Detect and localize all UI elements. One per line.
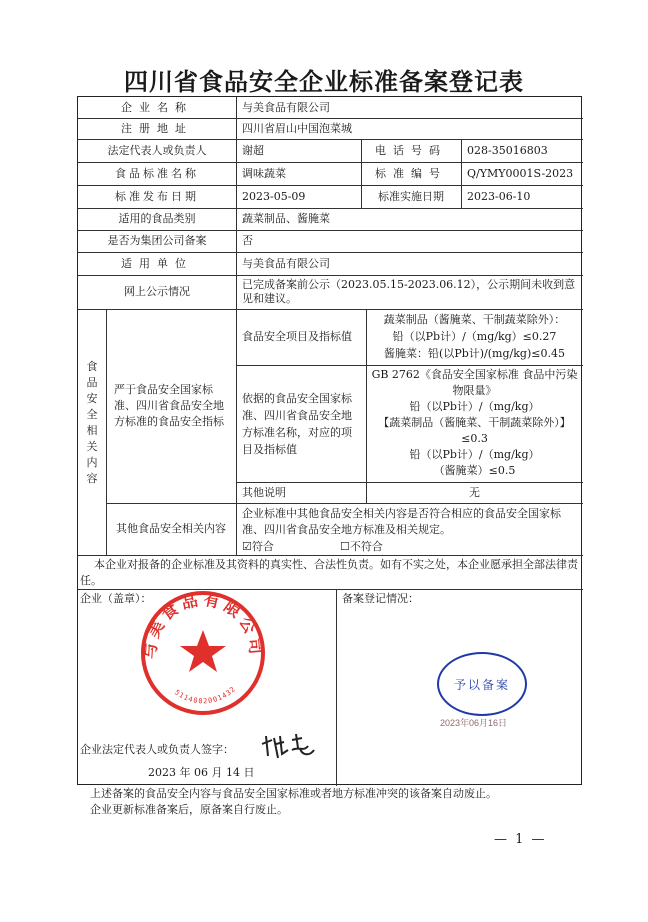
effective-date-label: 标准实施日期 <box>378 189 444 203</box>
approval-stamp <box>437 652 527 716</box>
item-value-2: 铅（以Pb计）/（mg/kg）≤0.27 <box>392 330 557 343</box>
declaration-text: 本企业对报备的企业标准及其资料的真实性、合法性负责。如有不实之处，本企业愿承担全部法律责任。 <box>80 558 578 587</box>
other-content-text: 企业标准中其他食品安全相关内容是否符合相应的食品安全国家标准、四川省食品安全地方标准及相关规定。 <box>242 507 561 536</box>
enterprise-date: 2023 年 06 月 14 日 <box>148 766 255 779</box>
other-content-label: 其他食品安全相关内容 <box>116 522 226 535</box>
other-note-label: 其他说明 <box>242 485 286 499</box>
basis-value-2: 铅（以Pb计）/（mg/kg） <box>409 400 540 413</box>
seal-number: 5114002001432 <box>173 684 238 706</box>
applicable-unit-label: 适用单位 <box>121 256 193 270</box>
basis-value-3: 【蔬菜制品（酱腌菜、干制蔬菜除外）】≤0.3 <box>378 416 571 445</box>
item-label: 食品安全项目及指标值 <box>242 330 352 343</box>
signer-label: 企业法定代表人或负责人签字： <box>80 743 234 756</box>
phone-label: 电话号码 <box>375 143 447 157</box>
address-value: 四川省眉山中国泡菜城 <box>242 121 352 135</box>
option-not-conform[interactable]: ☐不符合 <box>340 540 383 553</box>
legal-rep-label: 法定代表人或负责人 <box>107 143 207 157</box>
standard-no-label: 标准编号 <box>375 166 447 180</box>
company-name-value: 与美食品有限公司 <box>242 100 330 114</box>
footnote-1: 上述备案的食品安全内容与食品安全国家标准或者地方标准冲突的该备案自动废止。 <box>90 787 497 800</box>
enterprise-seal-label: 企业（盖章）： <box>80 592 152 605</box>
standard-name-value: 调味蔬菜 <box>242 166 286 180</box>
other-note-value: 无 <box>469 485 480 499</box>
online-notice-label: 网上公示情况 <box>124 285 190 298</box>
approval-stamp-date: 2023年06月16日 <box>440 718 508 728</box>
standard-no-value: Q/YMY0001S-2023 <box>467 166 574 180</box>
safety-side-label: 食品安全相关内容 <box>86 360 98 485</box>
basis-value-5: （酱腌菜）≤0.5 <box>433 464 516 477</box>
applicable-unit-value: 与美食品有限公司 <box>242 256 330 270</box>
food-category-label: 适用的食品类别 <box>118 212 196 225</box>
address-label: 注册地址 <box>121 121 193 135</box>
effective-date-value: 2023-06-10 <box>467 189 531 203</box>
legal-rep-value: 谢超 <box>242 143 264 157</box>
item-value-1: 蔬菜制品（酱腌菜、干制蔬菜除外）： <box>383 313 566 326</box>
strict-standard-label: 严于食品安全国家标准、四川省食品安全地方标准的食品安全指标 <box>114 383 224 428</box>
footnote-2: 企业更新标准备案后，原备案自行废止。 <box>90 803 288 816</box>
company-name-label: 企业名称 <box>121 100 193 114</box>
basis-value-1: GB 2762《食品安全国家标准 食品中污染物限量》 <box>371 368 578 397</box>
page-number: — 1 — <box>494 832 547 847</box>
page-title: 四川省食品安全企业标准备案登记表 <box>124 68 524 96</box>
basis-value-4: 铅（以Pb计）/（mg/kg） <box>409 448 540 461</box>
svg-text:5114002001432 <box>173 685 238 706</box>
seal-text: 与美食品有限公司 <box>140 589 266 660</box>
registration-label: 备案登记情况： <box>342 592 419 605</box>
group-filing-value: 否 <box>242 234 253 247</box>
publish-date-value: 2023-05-09 <box>242 189 306 203</box>
basis-label: 依据的食品安全国家标准、四川省食品安全地方标准名称，对应的项目及指标值 <box>242 391 352 456</box>
food-category-value: 蔬菜制品、酱腌菜 <box>242 212 330 225</box>
standard-name-label: 食品标准名称 <box>115 166 199 180</box>
online-notice-value: 已完成备案前公示（2023.05.15-2023.06.12），公示期间未收到意见和建议。 <box>242 278 576 305</box>
item-values <box>366 311 583 365</box>
item-value-3: 酱腌菜：铅(以Pb计)/(mg/kg)≤0.45 <box>384 347 565 360</box>
phone-value: 028-35016803 <box>467 143 548 157</box>
publish-date-label: 标准发布日期 <box>115 189 199 203</box>
company-seal-icon <box>138 588 268 718</box>
group-filing-label: 是否为集团公司备案 <box>107 234 207 247</box>
basis-values <box>366 367 583 482</box>
approval-stamp-text: 予以备案 <box>453 677 510 692</box>
signature <box>258 730 318 764</box>
option-conform[interactable]: ☑符合 <box>242 540 274 553</box>
